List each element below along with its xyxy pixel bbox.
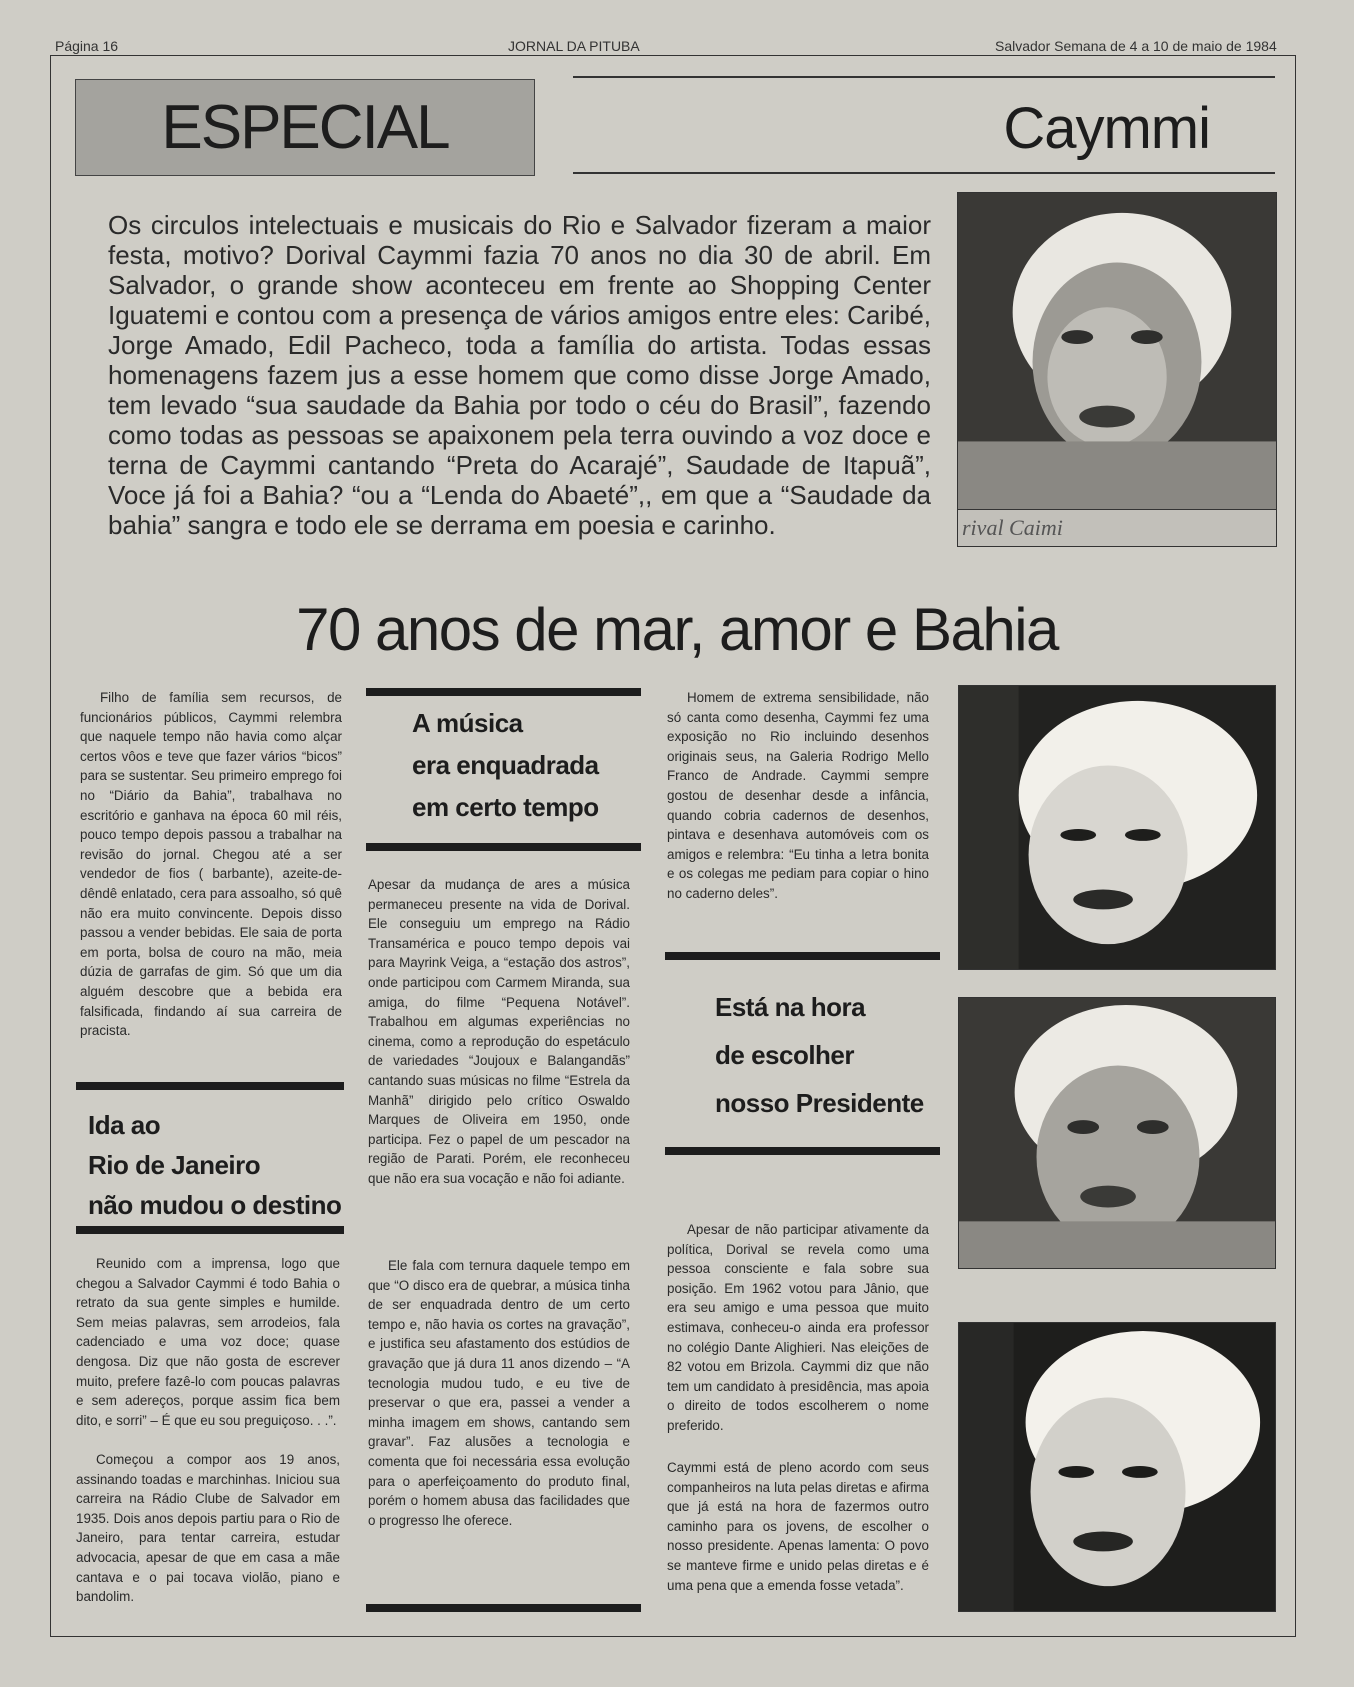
portrait-photo-2 — [958, 685, 1276, 970]
headline: 70 anos de mar, amor e Bahia — [296, 596, 1058, 663]
col3-sub-top-rule — [665, 952, 940, 960]
col3-paragraph-2: Apesar de não participar ativamente da política, Dorival se revela como uma pessoa consciente e fala sobre sua posição. Em 1962 votou para Jânio, que era seu amigo e uma pessoa que muito estimava, conheceu-o ainda era professor no colégio Dante Alighieri. Nas eleições de 82 votou em Brizola. Caymmi diz que não tem um candidato à presidência, mas apoia o direito de todos escolherem o nome preferido. — [667, 1222, 929, 1433]
col2-subhead-line3: em certo tempo — [412, 792, 599, 822]
dateline: Salvador Semana de 4 a 10 de maio de 1984 — [995, 38, 1277, 54]
col2-paragraph-2: Ele fala com ternura daquele tempo em que “O disco era de quebrar, a música tinha de ser enquadrada dentro de um certo tempo e, não havia os cortes na gravação”, e justifica seu afastamento dos estúdios de gravação que já dura 11 anos dizendo – “A tecnologia mudou tudo, e eu tive de preservar o que era, passei a vender a minha imagem em shows, cantando sem gravar”. Faz alusões a tecnologia e comenta que foi necessária essa evolução para o aperfeiçoamento do produto final, porém o homem abusa das facilidades que o progresso lhe oferece. — [368, 1258, 630, 1528]
title-top-rule — [573, 76, 1275, 78]
newspaper-name: JORNAL DA PITUBA — [508, 38, 640, 54]
topic-title: Caymmi — [1003, 96, 1210, 161]
col2-subhead-line2: era enquadrada — [412, 750, 599, 780]
col2-end-rule — [366, 1604, 641, 1612]
section-label: ESPECIAL — [161, 93, 449, 162]
title-bottom-rule — [573, 172, 1275, 174]
photo-caption: rival Caimi — [957, 509, 1277, 547]
col3-subhead-line2: de escolher — [715, 1040, 855, 1070]
col2-sub-bottom-rule — [366, 843, 641, 851]
lead-paragraph: Os circulos intelectuais e musicais do Rio e Salvador fizeram a maior festa, motivo? Dorival Caymmi fazia 70 anos no dia 30 de abril. Em Salvador, o grande show aconteceu em frente ao Shopping Center Iguatemi e contou com a presença de vários amigos entre eles: Caribé, Jorge Amado, Edil Pacheco, toda a família do artista. Todas essas homenagens fazem jus a esse homem que como disse Jorge Amado, tem levado “sua saudade da Bahia por todo o céu do Brasil”, fazendo como todas as pessoas se apaixonem pela terra ouvindo a voz doce e terna de Caymmi cantando “Preta do Acarajé”, Saudade de Itapuã”, Voce já foi a Bahia? “ou a “Lenda do Abaeté”,, em que a “Saudade da bahia” sangra e todo ele se derrama em poesia e carinho. — [108, 210, 931, 540]
col2-subhead-line1: A música — [412, 708, 523, 738]
section-banner — [75, 79, 535, 176]
col1-paragraph-1: Filho de família sem recursos, de funcionários públicos, Caymmi relembra que naquele tempo não havia como alçar certos vôos e teve que fazer vários “bicos” para se sustentar. Seu primeiro emprego foi no “Diário da Bahia”, trabalhava no escritório e ganhava na época 60 mil réis, pouco tempo depois passou a trabalhar na revisão do jornal. Chegou até a ser vendedor de fios ( barbante), azeite-de-dêndê enlatado, cera para assoalho, só quê não era muito convincente. Depois disso passou a vender bebidas. Ele saia de porta em porta, bolsa de couro na mão, meia dúzia de garrafas de gim. Só que um dia alguém descobre que a bebida era falsificada, findando aí sua carreira de pracista. — [80, 690, 342, 1039]
col1-subhead-line3: não mudou o destino — [88, 1190, 342, 1220]
col3-sub-bottom-rule — [665, 1147, 940, 1155]
col1-sub-top-rule — [76, 1082, 344, 1090]
col2-sub-top-rule — [366, 688, 641, 696]
col3-paragraph-1: Homem de extrema sensibilidade, não só canta como desenha, Caymmi fez uma exposição no Rio incluindo desenhos originais seus, na Galeria Rodrigo Mello Franco de Andrade. Caymmi sempre gostou de desenhar desde a infância, quando cobria cadernos de desenhos, pintava e desenhava automóveis com os amigos e relembra: “Eu tinha a letra bonita e os colegas me pediam para copiar o hino no caderno deles”. — [667, 690, 929, 901]
col3-paragraph-3: Caymmi está de pleno acordo com seus companheiros na luta pelas diretas e afirma que já está na hora de fazermos outro caminho para os jovens, de escolher o nosso presidente. Apenas lamenta: O povo se manteve firme e unido pelas diretas e é uma pena que a emenda fosse vetada”. — [667, 1460, 929, 1593]
page-number: Página 16 — [55, 38, 119, 54]
col1-subhead-line1: Ida ao — [88, 1110, 161, 1140]
col1-subhead-line2: Rio de Janeiro — [88, 1150, 261, 1180]
portrait-photo-main — [957, 192, 1277, 510]
col2-paragraph-1: Apesar da mudança de ares a música permaneceu presente na vida de Dorival. Ele conseguiu um emprego na Rádio Transamérica e pouco tempo depois vai para Mayrink Veiga, a “estação dos astros”, onde participou com Carmem Miranda, sua amiga, do filme “Pequena Notável”. Trabalhou em algumas experiências no cinema, como a reprodução do espetáculo de variedades “Joujoux e Balangandãs” cantando suas músicas no filme “Estrela da Manhã” dirigido pelo crítico Oswaldo Marques de Oliveira em 1950, onde participa. Fez o papel de um pescador na região de Parati. Porém, ele reconheceu que não era sua vocação e não foi adiante. — [368, 877, 630, 1186]
col1-paragraph-3: Começou a compor aos 19 anos, assinando toadas e marchinhas. Iniciou sua carreira na Rádio Clube de Salvador em 1935. Dois anos depois partiu para o Rio de Janeiro, para tentar carreira, estudar advocacia, apesar de que em casa a mãe cantava e o pai tocava violão, piano e bandolim. — [76, 1452, 340, 1605]
portrait-photo-3 — [958, 997, 1276, 1269]
col1-paragraph-2: Reunido com a imprensa, logo que chegou a Salvador Caymmi é todo Bahia o retrato da sua gente simples e humilde. Sem meias palavras, sem arrodeios, fala cadenciado e uma voz doce; quase dengosa. Diz que não gosta de escrever muito, prefere fazê-lo com poucas palavras e sem adereços, porque assim fica bem dito, e sorri” – É que eu sou preguiçoso. . .”. — [76, 1256, 340, 1428]
col3-subhead-line3: nosso Presidente — [715, 1088, 924, 1118]
col3-subhead-line1: Está na hora — [715, 992, 866, 1022]
col1-sub-bottom-rule — [76, 1226, 344, 1234]
portrait-photo-4 — [958, 1322, 1276, 1612]
